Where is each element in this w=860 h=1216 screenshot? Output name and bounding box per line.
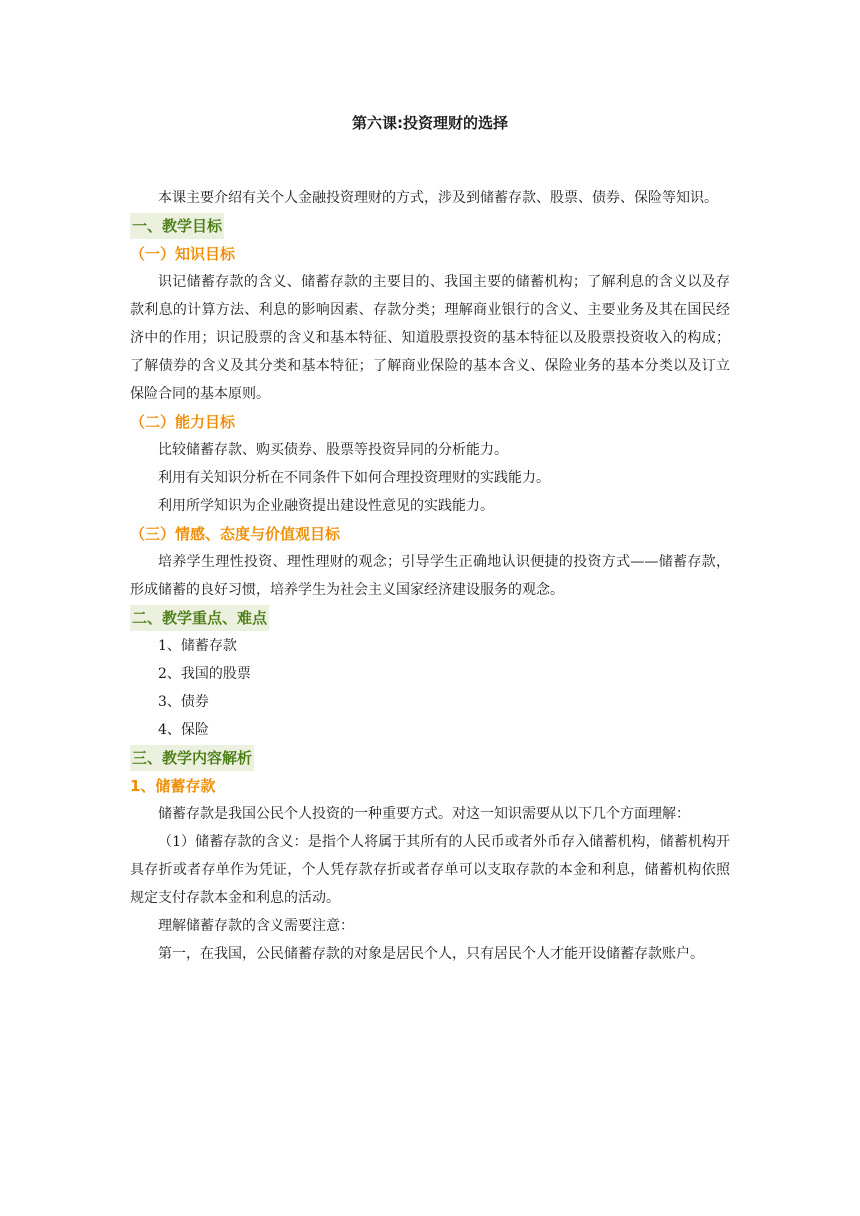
savings-paragraph: （1）储蓄存款的含义：是指个人将属于其所有的人民币或者外币存入储蓄机构，储蓄机构开具存折或者存单作为凭证，个人凭存款存折或者存单可以支取存款的本金和利息，储蓄机构依照规定支付存款本金和利息的活动。: [130, 834, 730, 906]
section-heading-teaching-goals: 一、教学目标: [130, 213, 224, 239]
subsection-heading-savings-deposit: 1、储蓄存款: [130, 777, 216, 795]
savings-paragraph: 储蓄存款是我国公民个人投资的一种重要方式。对这一知识需要从以下几个方面理解：: [158, 806, 690, 822]
ability-goal-item: 比较储蓄存款、购买债券、股票等投资异同的分析能力。: [158, 442, 508, 458]
knowledge-goals-paragraph: 识记储蓄存款的含义、储蓄存款的主要目的、我国主要的储蓄机构；了解利息的含义以及存款利息的计算方法、利息的影响因素、存款分类；理解商业银行的含义、主要业务及其在国民经济中的作用；识记股票的含义和基本特征、知道股票投资的基本特征以及股票投资收入的构成；了解债券的含义及其分类和基本特征；了解商业保险的基本含义、保险业务的基本分类以及订立保险合同的基本原则。: [130, 274, 730, 402]
savings-paragraph: 第一，在我国，公民储蓄存款的对象是居民个人，只有居民个人才能开设储蓄存款账户。: [158, 946, 704, 962]
document-body: [130, 184, 730, 968]
page-title: 第六课:投资理财的选择: [352, 114, 508, 132]
subsection-heading-knowledge-goals: （一）知识目标: [130, 245, 236, 263]
subsection-heading-ability-goals: （二）能力目标: [130, 413, 236, 431]
key-point-item: 4、保险: [158, 722, 209, 738]
key-point-item: 2、我国的股票: [158, 666, 251, 682]
ability-goal-item: 利用有关知识分析在不同条件下如何合理投资理财的实践能力。: [158, 470, 550, 486]
section-heading-content-analysis: 三、教学内容解析: [130, 745, 254, 771]
subsection-heading-attitude-goals: （三）情感、态度与价值观目标: [130, 525, 341, 543]
savings-paragraph: 理解储蓄存款的含义需要注意：: [158, 918, 354, 934]
attitude-goals-paragraph: 培养学生理性投资、理性理财的观念；引导学生正确地认识便捷的投资方式——储蓄存款，形成储蓄的良好习惯，培养学生为社会主义国家经济建设服务的观念。: [130, 554, 730, 598]
section-heading-key-points: 二、教学重点、难点: [130, 605, 269, 631]
key-point-item: 3、债券: [158, 694, 209, 710]
key-point-item: 1、储蓄存款: [158, 638, 237, 654]
ability-goal-item: 利用所学知识为企业融资提出建设性意见的实践能力。: [158, 498, 494, 514]
intro-paragraph: 本课主要介绍有关个人金融投资理财的方式，涉及到储蓄存款、股票、债券、保险等知识。: [158, 190, 718, 206]
